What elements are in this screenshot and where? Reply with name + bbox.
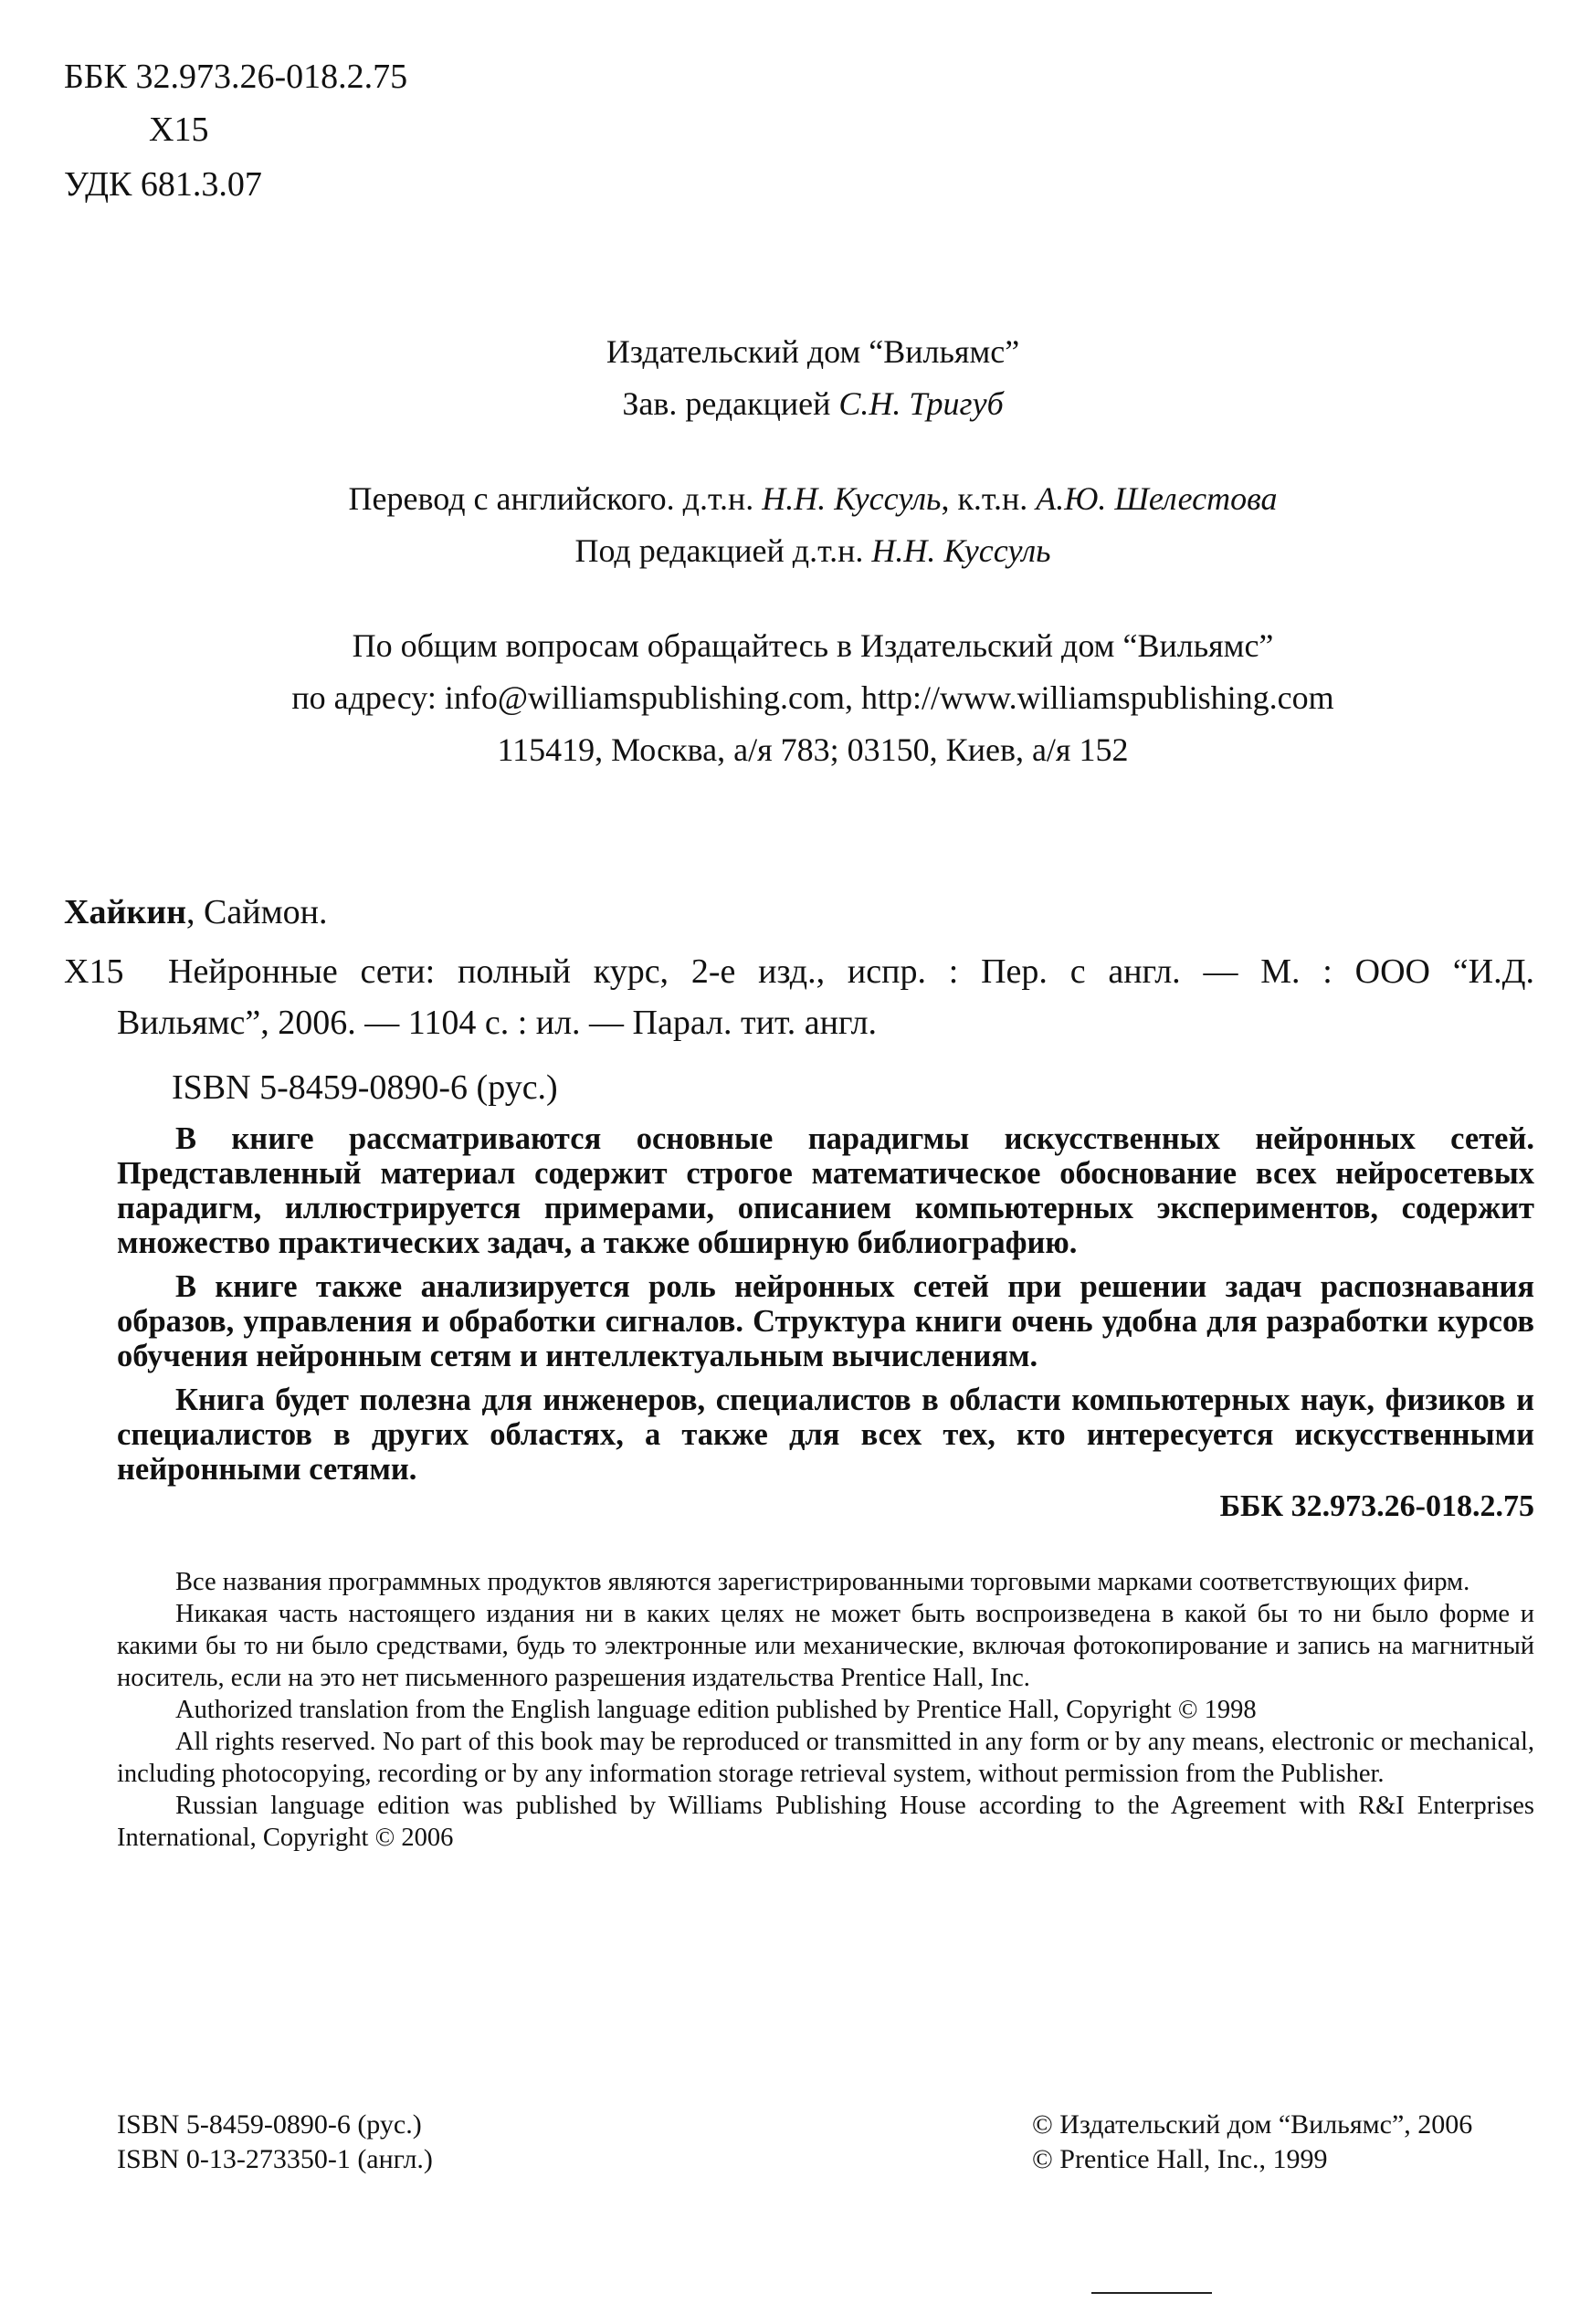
translator-2: А.Ю. Шелестова	[1036, 480, 1278, 517]
catalog-isbn: ISBN 5-8459-0890-6 (рус.)	[172, 1068, 558, 1107]
translation-prefix: Перевод с английского. д.т.н.	[348, 480, 754, 517]
catalog-code: Х15	[64, 952, 124, 991]
translator-1: Н.Н. Куссуль	[762, 480, 942, 517]
catalog-author	[64, 890, 327, 934]
footer-isbn-en: ISBN 0-13-273350-1 (англ.)	[117, 2144, 433, 2174]
editorial-head-label: Зав. редакцией	[622, 385, 831, 422]
editor-name: Н.Н. Куссуль	[871, 532, 1051, 569]
annotation	[117, 1121, 1534, 1487]
legal-reproduction-ru: Никакая часть настоящего издания ни в каких целях не может быть воспроизведена в какой бы то ни было форме и какими бы то ни было средствами, будь то электронные или механические, включая фотокопирование и запись на магнитный носитель, если на это нет письменного разрешения издательства Prentice Hall, Inc.	[117, 1600, 1534, 1692]
catalog-title-line-1: Нейронные сети: полный курс, 2-е изд., испр. : Пер. с англ. — М. : ООО “И.Д.	[168, 952, 1534, 991]
catalog-author-surname: Хайкин	[64, 893, 187, 931]
contacts-line-1: По общим вопросам обращайтесь в Издательский дом “Вильямс”	[352, 627, 1274, 664]
udk-code: УДК 681.3.07	[64, 165, 262, 204]
annotation-paragraph-3: Книга будет полезна для инженеров, специалистов в области компьютерных наук, физиков и специалистов в других областях, а также для всех тех, кто интересуется искусственными нейронными сетями.	[117, 1383, 1534, 1487]
catalog-title-line-2: Вильямс”, 2006. — 1104 с. : ил. — Парал. тит. англ.	[117, 1004, 878, 1042]
bottom-rule	[1091, 2292, 1212, 2294]
editorial-head-name: С.Н. Тригуб	[838, 385, 1004, 422]
translation-middle: , к.т.н.	[941, 480, 1028, 517]
annotation-paragraph-2: В книге также анализируется роль нейронных сетей при решении задач распознавания образов, управления и обработки сигналов. Структура книги очень удобна для разработки курсов обучения нейронным сетям и интеллектуальным вычислениям.	[117, 1269, 1534, 1373]
bbk-code: ББК 32.973.26-018.2.75	[64, 58, 408, 96]
legal-trademarks: Все названия программных продуктов являются зарегистрированными торговыми марками соответствующих фирм.	[175, 1568, 1470, 1596]
editor-line	[0, 530, 1580, 572]
contacts-line-2: по адресу: info@williamspublishing.com, http://www.williamspublishing.com	[291, 679, 1334, 716]
author-code: Х15	[149, 110, 209, 149]
footer-copyright-en: © Prentice Hall, Inc., 1999	[1032, 2144, 1328, 2174]
contacts-line-3: 115419, Москва, а/я 783; 03150, Киев, а/я 152	[497, 731, 1129, 768]
footer-copyright-ru: © Издательский дом “Вильямс”, 2006	[1032, 2109, 1473, 2140]
legal-notices	[117, 1566, 1534, 1854]
annotation-paragraph-1: В книге рассматриваются основные парадигмы искусственных нейронных сетей. Представленный материал содержит строгое математическое обоснование всех нейросетевых парадигм, иллюстрируется примерами, описанием компьютерных экспериментов, содержит множество практических задач, а также обширную библиографию.	[117, 1121, 1534, 1260]
translation-line	[0, 478, 1580, 520]
editorial-head-line	[0, 383, 1580, 425]
legal-authorized-translation: Authorized translation from the English language edition published by Prentice Hall, Copyright © 1998	[175, 1696, 1257, 1724]
annotation-bbk: ББК 32.973.26-018.2.75	[1219, 1489, 1534, 1523]
catalog-author-rest: , Саймон.	[186, 893, 328, 931]
legal-russian-edition: Russian language edition was published by Williams Publishing House according to the Agreement with R&I Enterprises International, Copyright © 2006	[117, 1792, 1534, 1852]
legal-rights-reserved: All rights reserved. No part of this book may be reproduced or transmitted in any form or by any means, electronic or mechanical, including photocopying, recording or by any information storage retrieval system, without permission from the Publisher.	[117, 1728, 1534, 1788]
edited-by-label: Под редакцией д.т.н.	[574, 532, 864, 569]
publisher-line: Издательский дом “Вильямс”	[606, 333, 1020, 370]
footer-isbn-ru: ISBN 5-8459-0890-6 (рус.)	[117, 2109, 422, 2140]
